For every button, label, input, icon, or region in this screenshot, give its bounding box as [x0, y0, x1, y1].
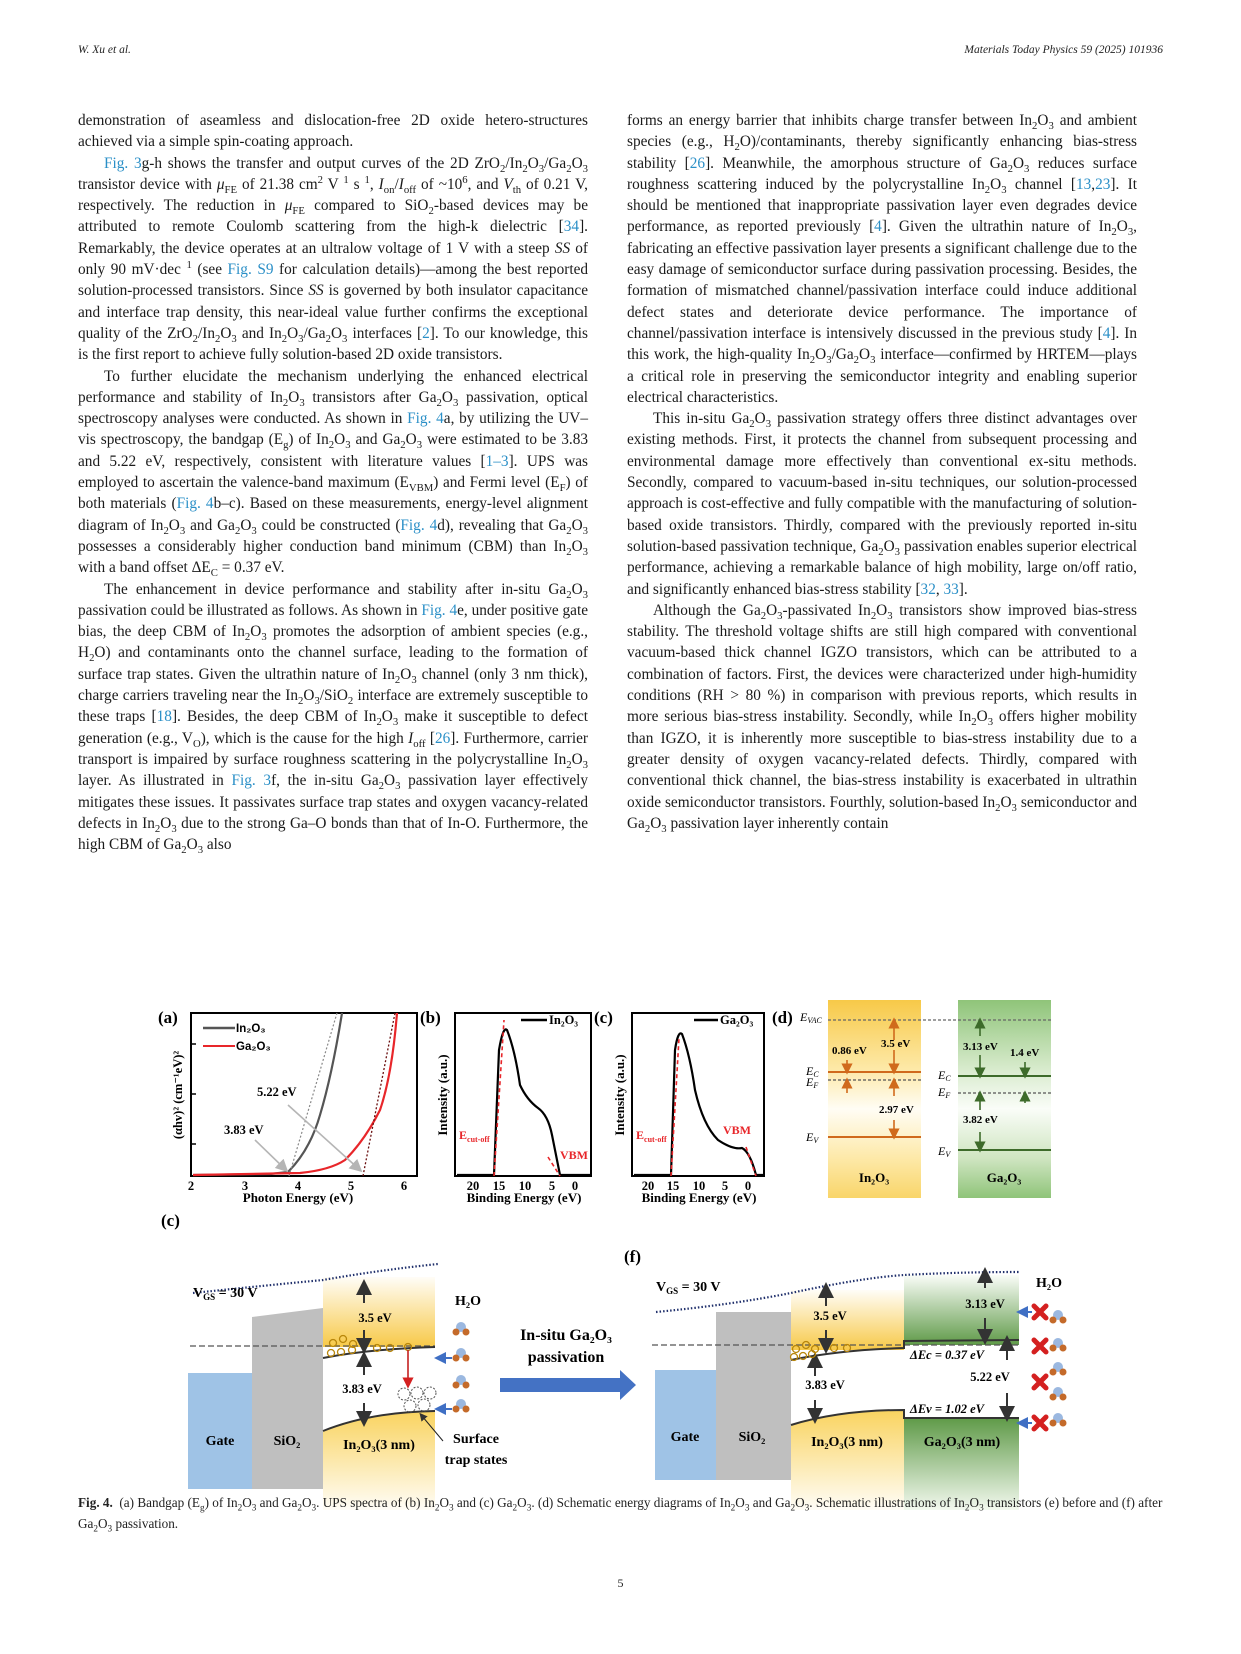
surface-trap-label-1: Surface: [453, 1432, 499, 1447]
h2o-molecule-icon: [453, 1322, 470, 1336]
citation-link[interactable]: Fig. 3: [231, 772, 272, 790]
surface-trap-label-2: trap states: [444, 1453, 508, 1468]
panel-b-ecutoff-label: $E_{cut-off}$: [459, 1128, 490, 1144]
ga2o3-ev-label: EV: [938, 1144, 951, 1159]
panel-f-value-3-83: 3.83 eV: [805, 1378, 845, 1392]
h2o-molecule-icon: [453, 1348, 470, 1362]
panel-e-label: (c): [161, 1211, 180, 1230]
h2o-molecule-icon: [1050, 1413, 1067, 1427]
ga2o3-layer-label: Ga₂O₃(3 nm): [923, 1435, 1001, 1450]
citation-link[interactable]: Fig. S9: [227, 261, 274, 279]
blocked-x-icon: [1034, 1340, 1046, 1352]
figure-caption: [78, 1492, 1164, 1534]
panel-e-value-3-83: 3.83 eV: [342, 1382, 382, 1396]
panel-f-value-3-13: 3.13 eV: [965, 1297, 1005, 1311]
delta-ev-label: ΔEv = 1.02 eV: [910, 1402, 984, 1416]
h2o-molecule-icon: [453, 1375, 470, 1389]
panel-f-after-passivation: [624, 1247, 1067, 1510]
in2o3-value-0-86: 0.86 eV: [832, 1045, 867, 1057]
h2o-molecule-icon: [453, 1399, 470, 1413]
panel-a-y-axis-label: (αhv)² (cm⁻¹eV)²: [171, 1050, 185, 1140]
citation-link[interactable]: 4: [1102, 324, 1111, 342]
panel-d-energy-diagram: [772, 1000, 1051, 1198]
sio2-block: [716, 1312, 791, 1480]
panel-f-vgs-label: $V_{GS} = 30$ V: [656, 1280, 721, 1296]
citation-link[interactable]: 18: [156, 708, 172, 726]
citation-link[interactable]: 2: [422, 324, 430, 342]
citation-link[interactable]: Fig. 4: [407, 410, 444, 428]
h2o-molecule-icon: [1050, 1387, 1067, 1401]
ga2o3-tangent-line: [363, 1013, 395, 1176]
in2o3-band-block: [828, 1000, 921, 1198]
x-tick: 15: [492, 1179, 506, 1193]
panel-b-label: (b): [420, 1008, 441, 1027]
panel-c-vbm-label: VBM: [723, 1123, 751, 1137]
ga2o3-value-3-13: 3.13 eV: [963, 1041, 998, 1053]
ga2o3-value-3-82: 3.82 eV: [963, 1114, 998, 1126]
h2o-molecule-icon: [1050, 1362, 1067, 1376]
paragraph: To further elucidate the mechanism underlying the enhanced electrical performance and stability of $In_2O_3$ transistors after $Ga_2O_3$ passivation, optical spectroscopy analyses were conducted. As shown in Fig. 4a, by utilizing the UV–vis spectroscopy, the bandgap $(E_g)$ of $In_2O_3$ and $Ga_2O_3$ were estimated to be 3.83 and 5.22 eV, respectively, consistent with literature values [1–3]. UPS was employed to ascertain the valence-band maximum $(E_{VBM})$ and Fermi level $(E_F)$ of both materials (Fig. 4b–c). Based on these measurements, energy-level alignment diagram of $In_2O_3$ and $Ga_2O_3$ could be constructed (Fig. 4d), revealing that $Ga_2O_3$ possesses a considerably higher conduction band minimum (CBM) than $In_2O_3$ with a band offset $\Delta E_C = 0.37$ eV.: [78, 367, 589, 580]
x-tick: 6: [400, 1179, 408, 1193]
panel-b-legend-label: In₂O₃: [549, 1013, 579, 1027]
citation-link[interactable]: 26: [434, 729, 451, 747]
panel-a-x-axis-label: Photon Energy (eV): [242, 1190, 354, 1205]
x-tick: 5: [347, 1179, 355, 1193]
citation-link[interactable]: 1–3: [485, 452, 509, 470]
h2o-molecules: [453, 1322, 470, 1413]
x-tick: 15: [666, 1179, 680, 1193]
in2o3-top-region: [791, 1290, 904, 1350]
panel-d-label: (d): [772, 1008, 793, 1027]
x-tick: 5: [721, 1179, 729, 1193]
blocked-x-icon: [1034, 1376, 1046, 1388]
panel-b-x-axis-label: Binding Energy (eV): [466, 1190, 582, 1205]
ga2o3-ec-label: EC: [938, 1068, 951, 1083]
panel-a-bandgap-plot: [158, 1008, 417, 1205]
ga2o3-ef-label: EF: [938, 1085, 951, 1100]
citation-link[interactable]: 26: [689, 154, 706, 172]
sio2-label: SiO₂: [738, 1430, 766, 1445]
panel-f-label: (f): [624, 1247, 641, 1266]
in2o3-block-label: In₂O₃: [858, 1170, 890, 1185]
gate-label: Gate: [670, 1430, 700, 1445]
passivation-arrow-line2: passivation: [527, 1349, 605, 1366]
surface-trap-circles: [398, 1387, 436, 1412]
x-tick: 5: [548, 1179, 556, 1193]
gate-label: Gate: [205, 1434, 235, 1449]
panel-e-h2o-label: H₂O: [455, 1294, 481, 1309]
annotation-5-22-ev: 5.22 eV: [257, 1085, 297, 1099]
citation-link[interactable]: 23: [1095, 175, 1111, 193]
evac-label: EVAC: [800, 1010, 822, 1025]
citation-link[interactable]: Fig. 4: [421, 601, 458, 619]
passivation-arrow-line1: In-situ Ga₂O₃: [520, 1327, 612, 1344]
panel-f-h2o-label: H₂O: [1036, 1276, 1062, 1291]
citation-link[interactable]: 33: [943, 580, 959, 598]
blocked-x-icon: [1034, 1306, 1046, 1318]
ga2o3-value-1-4: 1.4 eV: [1010, 1047, 1040, 1059]
gate-block: [188, 1373, 252, 1489]
arrow-3-83: [255, 1140, 286, 1170]
paragraph: forms an energy barrier that inhibits charge transfer between $In_2O_3$ and ambient species (e.g., $H_2O$)/contaminants, thereby significantly enhancing bias-stress stability [26]. Meanwhile, the amorphous structure of $Ga_2O_3$ reduces surface roughness scattering induced by the polycrystalline $In_2O_3$ channel [13,23]. It should be mentioned that inappropriate passivation layer even degrades device performance, as reported previously [4]. Given the ultrathin nature of $In_2O_3$, fabricating an effective passivation layer presents a significant challenge due to the easy damage of semiconductor surface during passivation processing. Besides, the formation of mismatched channel/passivation interface could induce additional defect states and deteriorate device performance. The importance of channel/passivation interface is intensively discussed in the previous study [4]. In this work, the high-quality $In_2O_3/Ga_2O_3$ interface—confirmed by HRTEM—plays a critical role in preserving the semiconductor integrity and enabling superior electrical characteristics.: [627, 112, 1138, 406]
x-tick: 4: [294, 1179, 302, 1193]
x-tick: 20: [466, 1179, 480, 1193]
paragraph: Although the $Ga_2O_3$-passivated $In_2O_3$ transistors show improved bias-stress stability. The threshold voltage shifts are still high compared with conventional vacuum-based thick channel IGZO transistors, which can be attributed to a combination of factors. First, the devices were characterized under high-humidity conditions (RH > 80 %) in comparison with previous reports, which results in more serious bias-stress instability. Secondly, while $In_2O_3$ offers higher mobility than IGZO, it is inherently more susceptible to bias-stress instability due to a greater density of oxygen vacancy-related defects. Thirdly, compared with conventional thick channel, the bias-stress instability is exacerbated in ultrathin oxide semiconductor transistors. Fourthly, solution-based $In_2O_3$ semiconductor and $Ga_2O_3$ passivation layer inherently contain: [627, 601, 1138, 835]
citation-link[interactable]: 4: [874, 218, 882, 236]
h2o-molecule-icon: [1050, 1338, 1067, 1352]
in2o3-layer-label: In₂O₃(3 nm): [343, 1438, 415, 1453]
blocked-h2o-group: [1022, 1306, 1067, 1429]
panel-c-frame: [632, 1013, 764, 1176]
paragraph: The enhancement in device performance and stability after in-situ $Ga_2O_3$ passivation could be illustrated as follows. As shown in Fig. 4e, under positive gate bias, the deep CBM of $In_2O_3$ promotes the adsorption of ambient species (e.g., $H_2O$) and contaminants onto the channel surface, leading to the formation of surface trap states. Given the ultrathin nature of $In_2O_3$ channel (only 3 nm thick), charge carriers traveling near the $In_2O_3/SiO_2$ interface are extremely susceptible to these traps [18]. Besides, the deep CBM of $In_2O_3$ make it susceptible to defect generation (e.g., $V_O$), which is the cause for the high $I_{off}$ [26]. Furthermore, carrier transport is impaired by surface roughness scattering in the polycrystalline $In_2O_3$ layer. As illustrated in Fig. 3f, the in-situ $Ga_2O_3$ passivation layer effectively mitigates these issues. It passivates surface trap states and oxygen vacancy-related defects in $In_2O_3$ due to the strong Ga–O bonds than that of In-O. Furthermore, the high CBM of $Ga_2O_3$ also: [78, 580, 589, 857]
sio2-block: [252, 1317, 323, 1489]
in2o3-cutoff-fit-line: [494, 1020, 504, 1176]
right-arrow-icon: [500, 1370, 636, 1400]
panel-c-label: (c): [594, 1008, 613, 1027]
x-tick: 2: [187, 1179, 195, 1193]
paragraph: Fig. 3g-h shows the transfer and output curves of the 2D $ZrO_2/In_2O_3/Ga_2O_3$ transistor device with $\mu_{FE}$ of 21.38 $cm^2$ V $^1$ s $^1$, $I_{on}/I_{off}$ of $\sim 10^6$, and $V_{th}$ of 0.21 V, respectively. The reduction in $\mu_{FE}$ compared to SiO$_2$-based devices may be attributed to remote Coulomb scattering from the high-k dielectric [34]. Remarkably, the device operates at an ultralow voltage of 1 V with a steep SS of only 90 mV·dec $^1$ (see Fig. S9 for calculation details)—among the best reported solution-processed transistors. Since SS is governed by both insulator capacitance and interface trap density, this near-ideal value further confirms the exceptional quality of the $ZrO_2/In_2O_3$ and $In_2O_3/Ga_2O_3$ interfaces [2]. To our knowledge, this is the first report to achieve fully solution-based 2D oxide transistors.: [78, 154, 589, 364]
panel-c-ecutoff-label: $E_{cut-off}$: [636, 1128, 667, 1144]
citation-link[interactable]: 34: [563, 218, 580, 236]
blocked-x-icon: [1034, 1417, 1046, 1429]
panel-a-label: (a): [158, 1008, 178, 1027]
in2o3-ev-label: EV: [806, 1130, 819, 1145]
caption-text: (a) Bandgap $(E_g)$ of $In_2O_3$ and $Ga_2O_3$. UPS spectra of (b) $In_2O_3$ and (c) $Ga_2O_3$. (d) Schematic energy diagrams of $In_2O_3$ and $Ga_2O_3$. Schematic illustrations of $In_2O_3$ transistors (e) before and (f) after $Ga_2O_3$ passivation.: [78, 1495, 1163, 1534]
in2o3-ef-label: EF: [806, 1075, 819, 1090]
passivation-arrow-group: [500, 1327, 636, 1400]
in2o3-ec-label: EC: [806, 1064, 819, 1079]
ga2o3-block-label: Ga₂O₃: [986, 1170, 1022, 1185]
panel-f-value-3-5: 3.5 eV: [813, 1309, 847, 1323]
panel-c-legend-label: Ga₂O₃: [720, 1013, 754, 1027]
panel-b-ups-in2o3: [420, 1008, 591, 1205]
panel-c-y-axis-label: Intensity (a.u.): [612, 1054, 627, 1136]
legend-ga2o3-label: Ga₂O₃: [236, 1041, 271, 1053]
paragraph: This in-situ $Ga_2O_3$ passivation strategy offers three distinct advantages over existing methods. First, it protects the channel from subsequent processing and environmental damage more effectively than conventional ex-situ methods. Secondly, compared to vacuum-based in-situ techniques, our solution-processed approach is cost-effective and fully compatible with the manufacturing of solution-based oxide transistors. Thirdly, compared with the previously reported in-situ solution-based passivation technique, $Ga_2O_3$ passivation enables superior electrical performance, achieving a remarkable balance of high mobility, large on/off ratio, and significantly enhanced bias-stress stability [32, 33].: [627, 410, 1137, 598]
running-header-authors: W. Xu et al.: [78, 44, 131, 56]
legend-in2o3-label: In₂O₃: [236, 1023, 266, 1035]
ga2o3-ups-spectrum: [634, 1033, 763, 1175]
panel-e-before-passivation: [161, 1211, 508, 1510]
x-tick: 0: [571, 1179, 579, 1193]
ga2o3-band-block: [958, 1000, 1051, 1198]
citation-link[interactable]: 13: [1075, 175, 1092, 193]
panel-c-x-axis-label: Binding Energy (eV): [641, 1190, 757, 1205]
panel-c-ups-ga2o3: [594, 1008, 764, 1205]
delta-ec-label: ΔEc = 0.37 eV: [910, 1348, 984, 1362]
panel-b-vbm-label: VBM: [560, 1148, 588, 1162]
annotation-3-83-ev: 3.83 eV: [224, 1123, 264, 1137]
x-tick: 0: [744, 1179, 752, 1193]
citation-link[interactable]: Fig. 4: [176, 495, 214, 513]
citation-link[interactable]: Fig. 3: [104, 154, 142, 172]
page-number: 5: [617, 1576, 624, 1590]
citation-link[interactable]: Fig. 4: [400, 516, 438, 534]
x-tick: 10: [692, 1179, 706, 1193]
sio2-label: SiO₂: [273, 1434, 301, 1449]
paragraph: demonstration of aseamless and dislocation-free 2D oxide hetero-structures achieved via a simple spin-coating approach.: [78, 112, 588, 151]
caption-label: Fig. 4.: [78, 1495, 113, 1510]
panel-b-y-axis-label: Intensity (a.u.): [435, 1054, 450, 1136]
x-tick: 20: [641, 1179, 655, 1193]
gate-block: [655, 1370, 716, 1480]
panel-e-value-3-5: 3.5 eV: [358, 1311, 392, 1325]
in2o3-value-2-97: 2.97 eV: [879, 1104, 914, 1116]
panel-f-value-5-22: 5.22 eV: [970, 1370, 1010, 1384]
in2o3-layer-label: In₂O₃(3 nm): [811, 1435, 883, 1450]
h2o-molecule-icon: [1050, 1310, 1067, 1324]
panel-e-vgs-label: $V_{GS} = 30$ V: [193, 1286, 258, 1302]
running-header-journal: Materials Today Physics 59 (2025) 101936: [964, 44, 1163, 56]
in2o3-value-3-5: 3.5 eV: [881, 1038, 911, 1050]
citation-link[interactable]: 32: [920, 580, 936, 598]
x-tick: 10: [518, 1179, 532, 1193]
x-tick: 3: [241, 1179, 249, 1193]
